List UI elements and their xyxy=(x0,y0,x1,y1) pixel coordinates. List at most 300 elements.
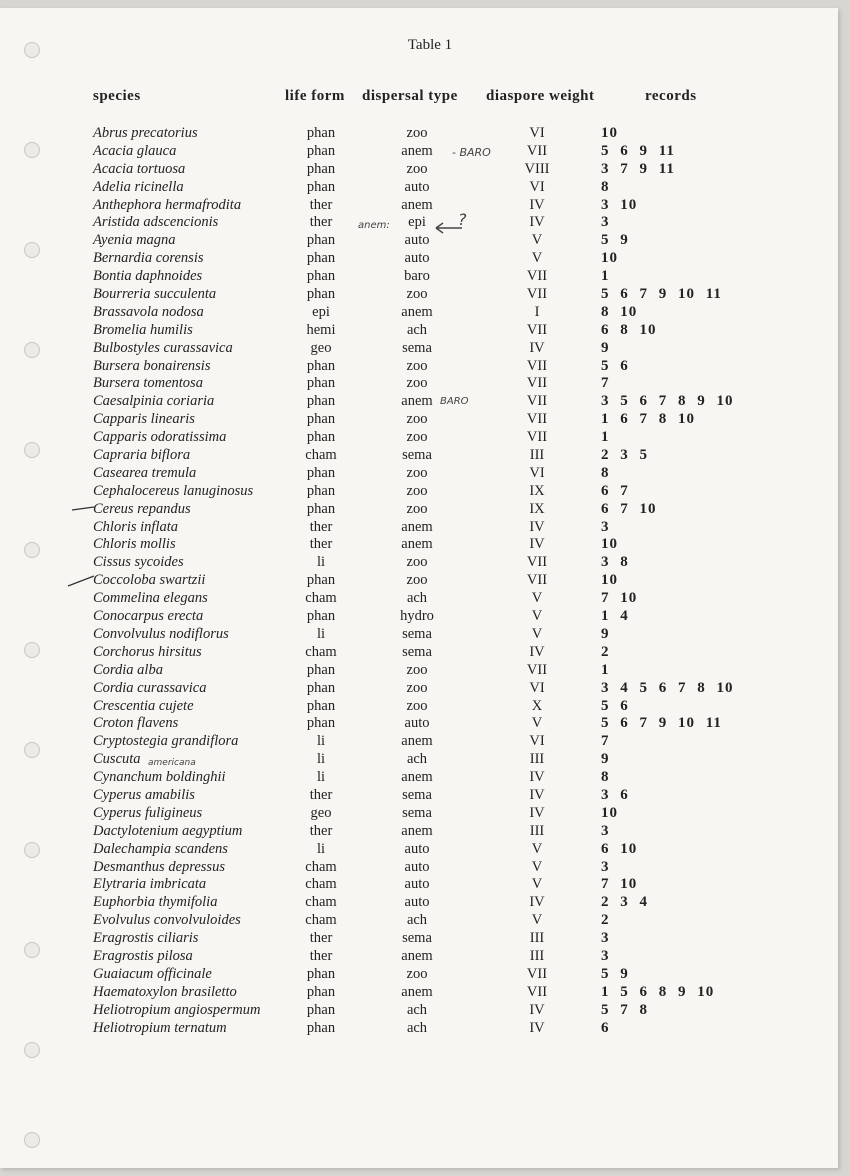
diaspore-weight-cell: VII xyxy=(526,554,548,571)
life-form-cell: phan xyxy=(306,965,336,982)
records-cell: 3 4 5 6 7 8 10 xyxy=(601,679,734,696)
dispersal-cell: zoo xyxy=(406,160,428,177)
header-diaspore-weight: diaspore weight xyxy=(486,88,595,104)
table-row xyxy=(0,410,838,428)
species-cell: Chloris inflata xyxy=(93,518,179,535)
dispersal-cell: auto xyxy=(404,250,430,267)
species-cell: Acacia tortuosa xyxy=(93,160,186,177)
species-cell: Cordia curassavica xyxy=(93,679,207,696)
life-form-cell: cham xyxy=(305,447,337,464)
records-cell: 7 xyxy=(601,733,610,750)
life-form-cell: ther xyxy=(309,536,333,553)
life-form-cell: cham xyxy=(305,912,337,929)
arrow-mark-icon xyxy=(70,504,96,514)
diaspore-weight-cell: III xyxy=(529,930,545,947)
records-cell: 10 xyxy=(601,804,618,821)
life-form-cell: ther xyxy=(309,822,333,839)
table-row xyxy=(0,1001,838,1019)
species-cell: Ayenia magna xyxy=(93,232,176,249)
records-cell: 2 xyxy=(601,912,610,929)
records-cell: 9 xyxy=(601,625,610,642)
header-life-form: life form xyxy=(285,88,345,104)
handwritten-note: americana xyxy=(148,758,196,768)
species-cell: Capparis odoratissima xyxy=(93,429,227,446)
table-row xyxy=(0,500,838,518)
dispersal-cell: zoo xyxy=(406,482,428,499)
diaspore-weight-cell: V xyxy=(531,715,543,732)
dispersal-cell: anem xyxy=(401,536,433,553)
life-form-cell: phan xyxy=(306,375,336,392)
species-cell: Chloris mollis xyxy=(93,536,176,553)
handwritten-note: anem: xyxy=(358,220,390,231)
diaspore-weight-cell: IV xyxy=(529,339,545,356)
records-cell: 7 10 xyxy=(601,590,638,607)
dispersal-cell: zoo xyxy=(406,429,428,446)
table-row xyxy=(0,571,838,589)
dispersal-cell: auto xyxy=(404,715,430,732)
table-row xyxy=(0,732,838,750)
table-row xyxy=(0,679,838,697)
records-cell: 5 7 8 xyxy=(601,1001,648,1018)
records-cell: 2 xyxy=(601,643,610,660)
punch-hole xyxy=(24,1042,40,1058)
diaspore-weight-cell: IV xyxy=(529,804,545,821)
records-cell: 7 10 xyxy=(601,876,638,893)
table-row xyxy=(0,714,838,732)
records-cell: 1 4 xyxy=(601,608,629,625)
species-cell: Anthephora hermafrodita xyxy=(93,196,242,213)
arrow-icon xyxy=(434,216,474,236)
species-cell: Aristida adscencionis xyxy=(93,214,219,231)
life-form-cell: li xyxy=(316,625,326,642)
diaspore-weight-cell: IX xyxy=(529,500,545,517)
dispersal-cell: baro xyxy=(404,268,430,285)
dispersal-cell: auto xyxy=(404,178,430,195)
species-cell: Cyperus fuligineus xyxy=(93,804,203,821)
diaspore-weight-cell: III xyxy=(529,822,545,839)
dispersal-cell: auto xyxy=(404,840,430,857)
diaspore-weight-cell: V xyxy=(531,912,543,929)
dispersal-cell: ach xyxy=(406,590,428,607)
species-cell: Capparis linearis xyxy=(93,411,195,428)
life-form-cell: phan xyxy=(306,1019,336,1036)
table-row xyxy=(0,518,838,536)
species-cell: Bulbostyles curassavica xyxy=(93,339,233,356)
dispersal-cell: anem xyxy=(401,947,433,964)
dispersal-cell: sema xyxy=(402,643,432,660)
life-form-cell: phan xyxy=(306,697,336,714)
table-row xyxy=(0,482,838,500)
diaspore-weight-cell: VII xyxy=(526,375,548,392)
diaspore-weight-cell: VIII xyxy=(524,160,550,177)
species-cell: Cephalocereus lanuginosus xyxy=(93,482,254,499)
species-cell: Convolvulus nodiflorus xyxy=(93,625,229,642)
species-cell: Caesalpinia coriaria xyxy=(93,393,215,410)
dispersal-cell: ach xyxy=(406,1019,428,1036)
diaspore-weight-cell: VI xyxy=(529,733,545,750)
diaspore-weight-cell: VII xyxy=(526,411,548,428)
species-cell: Croton flavens xyxy=(93,715,179,732)
dispersal-cell: zoo xyxy=(406,697,428,714)
table-row xyxy=(0,822,838,840)
dispersal-cell: sema xyxy=(402,786,432,803)
diaspore-weight-cell: VII xyxy=(526,393,548,410)
table-row xyxy=(0,428,838,446)
table-row xyxy=(0,786,838,804)
diaspore-weight-cell: VII xyxy=(526,572,548,589)
species-cell: Bernardia corensis xyxy=(93,250,204,267)
species-cell: Guaiacum officinale xyxy=(93,965,212,982)
species-cell: Cereus repandus xyxy=(93,500,191,517)
dispersal-cell: zoo xyxy=(406,554,428,571)
life-form-cell: phan xyxy=(306,411,336,428)
records-cell: 5 6 7 9 10 11 xyxy=(601,286,722,303)
table-row xyxy=(0,213,838,231)
species-cell: Cordia alba xyxy=(93,661,163,678)
dispersal-cell: sema xyxy=(402,339,432,356)
dispersal-cell: anem xyxy=(401,983,433,1000)
table-row xyxy=(0,840,838,858)
diaspore-weight-cell: V xyxy=(531,625,543,642)
table-row xyxy=(0,965,838,983)
records-cell: 1 xyxy=(601,268,610,285)
table-row xyxy=(0,607,838,625)
table-row xyxy=(0,285,838,303)
species-cell: Coccoloba swartzii xyxy=(93,572,206,589)
table-row xyxy=(0,643,838,661)
life-form-cell: phan xyxy=(306,393,336,410)
header-records: records xyxy=(645,88,697,104)
diaspore-weight-cell: VII xyxy=(526,286,548,303)
dispersal-cell: sema xyxy=(402,930,432,947)
diaspore-weight-cell: IV xyxy=(529,769,545,786)
dispersal-cell: anem xyxy=(401,142,433,159)
table-row xyxy=(0,983,838,1001)
life-form-cell: li xyxy=(316,733,326,750)
dispersal-cell: zoo xyxy=(406,125,428,141)
life-form-cell: phan xyxy=(306,250,336,267)
diaspore-weight-cell: IX xyxy=(529,482,545,499)
life-form-cell: phan xyxy=(306,429,336,446)
table-row xyxy=(0,697,838,715)
diaspore-weight-cell: IV xyxy=(529,196,545,213)
records-cell: 3 7 9 11 xyxy=(601,160,675,177)
table-row xyxy=(0,893,838,911)
life-form-cell: geo xyxy=(310,804,332,821)
records-cell: 5 6 xyxy=(601,357,629,374)
dispersal-cell: anem xyxy=(401,733,433,750)
life-form-cell: phan xyxy=(306,572,336,589)
handwritten-note: BARO xyxy=(440,396,469,407)
records-cell: 8 xyxy=(601,769,610,786)
species-cell: Bourreria succulenta xyxy=(93,286,217,303)
records-cell: 6 xyxy=(601,1019,610,1036)
records-cell: 10 xyxy=(601,250,618,267)
species-cell: Corchorus hirsitus xyxy=(93,643,202,660)
table-row xyxy=(0,321,838,339)
records-cell: 2 3 4 xyxy=(601,894,648,911)
species-cell: Commelina elegans xyxy=(93,590,208,607)
life-form-cell: phan xyxy=(306,357,336,374)
life-form-cell: phan xyxy=(306,464,336,481)
species-cell: Brassavola nodosa xyxy=(93,303,204,320)
records-cell: 3 xyxy=(601,858,610,875)
table-row xyxy=(0,661,838,679)
life-form-cell: ther xyxy=(309,930,333,947)
diaspore-weight-cell: VII xyxy=(526,357,548,374)
table-row xyxy=(0,929,838,947)
table-row xyxy=(0,553,838,571)
records-cell: 9 xyxy=(601,339,610,356)
records-cell: 2 3 5 xyxy=(601,447,648,464)
dispersal-cell: zoo xyxy=(406,572,428,589)
records-cell: 3 xyxy=(601,214,610,231)
records-cell: 5 6 xyxy=(601,697,629,714)
life-form-cell: phan xyxy=(306,286,336,303)
life-form-cell: cham xyxy=(305,876,337,893)
records-cell: 5 9 xyxy=(601,965,629,982)
records-cell: 3 5 6 7 8 9 10 xyxy=(601,393,734,410)
life-form-cell: cham xyxy=(305,894,337,911)
dispersal-cell: sema xyxy=(402,625,432,642)
species-cell: Conocarpus erecta xyxy=(93,608,204,625)
table-row xyxy=(0,303,838,321)
diaspore-weight-cell: VI xyxy=(529,464,545,481)
records-cell: 6 10 xyxy=(601,840,638,857)
diaspore-weight-cell: VII xyxy=(526,429,548,446)
records-cell: 1 xyxy=(601,661,610,678)
diaspore-weight-cell: VI xyxy=(529,679,545,696)
diaspore-weight-cell: V xyxy=(531,590,543,607)
life-form-cell: phan xyxy=(306,500,336,517)
diaspore-weight-cell: VII xyxy=(526,661,548,678)
species-cell: Bursera bonairensis xyxy=(93,357,211,374)
life-form-cell: li xyxy=(316,751,326,768)
life-form-cell: phan xyxy=(306,232,336,249)
species-cell: Heliotropium angiospermum xyxy=(93,1001,261,1018)
records-cell: 5 6 9 11 xyxy=(601,142,675,159)
diaspore-weight-cell: V xyxy=(531,840,543,857)
life-form-cell: ther xyxy=(309,518,333,535)
species-cell: Abrus precatorius xyxy=(93,125,198,141)
species-cell: Heliotropium ternatum xyxy=(93,1019,227,1036)
life-form-cell: geo xyxy=(310,339,332,356)
records-cell: 5 9 xyxy=(601,232,629,249)
diaspore-weight-cell: I xyxy=(534,303,540,320)
species-cell: Elytraria imbricata xyxy=(93,876,207,893)
table-row xyxy=(0,267,838,285)
life-form-cell: phan xyxy=(306,178,336,195)
species-cell: Dactylotenium aegyptium xyxy=(93,822,243,839)
table-row xyxy=(0,339,838,357)
species-cell: Cyperus amabilis xyxy=(93,786,195,803)
dispersal-cell: ach xyxy=(406,912,428,929)
life-form-cell: li xyxy=(316,840,326,857)
handwritten-note: - BARO xyxy=(452,146,491,159)
records-cell: 3 xyxy=(601,930,610,947)
species-cell: Adelia ricinella xyxy=(93,178,184,195)
records-cell: 6 7 10 xyxy=(601,500,657,517)
records-cell: 3 xyxy=(601,947,610,964)
dispersal-cell: auto xyxy=(404,232,430,249)
dispersal-cell: hydro xyxy=(400,608,434,625)
life-form-cell: phan xyxy=(306,125,336,141)
table-row xyxy=(0,178,838,196)
records-cell: 6 8 10 xyxy=(601,321,657,338)
life-form-cell: phan xyxy=(306,160,336,177)
life-form-cell: li xyxy=(316,769,326,786)
diaspore-weight-cell: V xyxy=(531,250,543,267)
table-row xyxy=(0,911,838,929)
table-row xyxy=(0,142,838,160)
species-cell: Desmanthus depressus xyxy=(93,858,225,875)
species-cell: Euphorbia thymifolia xyxy=(93,894,218,911)
species-cell: Crescentia cujete xyxy=(93,697,194,714)
table-row xyxy=(0,374,838,392)
table-row xyxy=(0,249,838,267)
species-cell: Haematoxylon brasiletto xyxy=(93,983,237,1000)
table-row xyxy=(0,875,838,893)
diaspore-weight-cell: V xyxy=(531,608,543,625)
species-cell: Eragrostis ciliaris xyxy=(93,930,199,947)
diaspore-weight-cell: VII xyxy=(526,321,548,338)
species-cell: Eragrostis pilosa xyxy=(93,947,193,964)
diaspore-weight-cell: IV xyxy=(529,643,545,660)
life-form-cell: phan xyxy=(306,142,336,159)
life-form-cell: cham xyxy=(305,858,337,875)
dispersal-cell: zoo xyxy=(406,661,428,678)
records-cell: 10 xyxy=(601,572,618,589)
table-row xyxy=(0,392,838,410)
species-cell: Acacia glauca xyxy=(93,142,177,159)
table-row xyxy=(0,589,838,607)
life-form-cell: cham xyxy=(305,590,337,607)
life-form-cell: phan xyxy=(306,661,336,678)
records-cell: 3 8 xyxy=(601,554,629,571)
species-cell: Casearea tremula xyxy=(93,464,197,481)
dispersal-cell: anem xyxy=(401,518,433,535)
dispersal-cell: ach xyxy=(406,751,428,768)
dispersal-cell: zoo xyxy=(406,464,428,481)
diaspore-weight-cell: III xyxy=(529,447,545,464)
life-form-cell: phan xyxy=(306,983,336,1000)
table-row xyxy=(0,357,838,375)
records-cell: 8 xyxy=(601,464,610,481)
diaspore-weight-cell: IV xyxy=(529,536,545,553)
diaspore-weight-cell: VI xyxy=(529,178,545,195)
table-row xyxy=(0,750,838,768)
records-cell: 1 5 6 8 9 10 xyxy=(601,983,715,1000)
dispersal-cell: auto xyxy=(404,894,430,911)
table-row xyxy=(0,196,838,214)
arrow-mark-icon xyxy=(66,574,96,588)
table-row xyxy=(0,464,838,482)
diaspore-weight-cell: III xyxy=(529,947,545,964)
dispersal-cell: zoo xyxy=(406,357,428,374)
life-form-cell: phan xyxy=(306,608,336,625)
dispersal-cell: anem xyxy=(401,196,433,213)
dispersal-cell: zoo xyxy=(406,411,428,428)
dispersal-cell: auto xyxy=(404,876,430,893)
life-form-cell: phan xyxy=(306,1001,336,1018)
records-cell: 6 7 xyxy=(601,482,629,499)
table-row xyxy=(0,768,838,786)
diaspore-weight-cell: VII xyxy=(526,268,548,285)
punch-hole xyxy=(24,1132,40,1148)
species-cell: Evolvulus convolvuloides xyxy=(93,912,241,929)
table-row xyxy=(0,446,838,464)
table-row xyxy=(0,535,838,553)
species-cell: Bursera tomentosa xyxy=(93,375,203,392)
species-cell: Capraria biflora xyxy=(93,447,191,464)
diaspore-weight-cell: VII xyxy=(526,965,548,982)
table-row xyxy=(0,625,838,643)
table-row xyxy=(0,160,838,178)
dispersal-cell: auto xyxy=(404,858,430,875)
records-cell: 3 xyxy=(601,518,610,535)
dispersal-cell: zoo xyxy=(406,286,428,303)
diaspore-weight-cell: IV xyxy=(529,1019,545,1036)
records-cell: 8 xyxy=(601,178,610,195)
life-form-cell: hemi xyxy=(306,321,336,338)
diaspore-weight-cell: X xyxy=(531,697,543,714)
dispersal-cell: zoo xyxy=(406,679,428,696)
dispersal-cell: zoo xyxy=(406,965,428,982)
diaspore-weight-cell: III xyxy=(529,751,545,768)
dispersal-cell: sema xyxy=(402,804,432,821)
dispersal-cell: sema xyxy=(402,447,432,464)
table-row xyxy=(0,231,838,249)
table-row xyxy=(0,947,838,965)
species-cell: Cissus sycoides xyxy=(93,554,184,571)
header-dispersal-type: dispersal type xyxy=(362,88,458,104)
records-cell: 1 xyxy=(601,429,610,446)
records-cell: 3 6 xyxy=(601,786,629,803)
dispersal-cell: ach xyxy=(406,321,428,338)
diaspore-weight-cell: IV xyxy=(529,518,545,535)
life-form-cell: ther xyxy=(309,196,333,213)
life-form-cell: phan xyxy=(306,268,336,285)
diaspore-weight-cell: V xyxy=(531,876,543,893)
life-form-cell: ther xyxy=(309,947,333,964)
diaspore-weight-cell: VII xyxy=(526,142,548,159)
dispersal-cell: anem xyxy=(401,393,433,410)
life-form-cell: phan xyxy=(306,482,336,499)
life-form-cell: ther xyxy=(309,214,333,231)
diaspore-weight-cell: IV xyxy=(529,1001,545,1018)
life-form-cell: cham xyxy=(305,643,337,660)
species-cell: Dalechampia scandens xyxy=(93,840,228,857)
dispersal-cell: anem xyxy=(401,769,433,786)
diaspore-weight-cell: V xyxy=(531,232,543,249)
table-row xyxy=(0,804,838,822)
dispersal-cell: anem xyxy=(401,822,433,839)
diaspore-weight-cell: IV xyxy=(529,214,545,231)
records-cell: 8 10 xyxy=(601,303,638,320)
life-form-cell: epi xyxy=(312,303,330,320)
life-form-cell: phan xyxy=(306,715,336,732)
table-row xyxy=(0,858,838,876)
diaspore-weight-cell: IV xyxy=(529,894,545,911)
species-cell: Bontia daphnoides xyxy=(93,268,203,285)
diaspore-weight-cell: VII xyxy=(526,983,548,1000)
life-form-cell: phan xyxy=(306,679,336,696)
records-cell: 10 xyxy=(601,536,618,553)
dispersal-cell: epi xyxy=(408,214,426,231)
table-row xyxy=(0,124,838,142)
records-cell: 3 10 xyxy=(601,196,638,213)
species-cell: Cynanchum boldinghii xyxy=(93,769,226,786)
